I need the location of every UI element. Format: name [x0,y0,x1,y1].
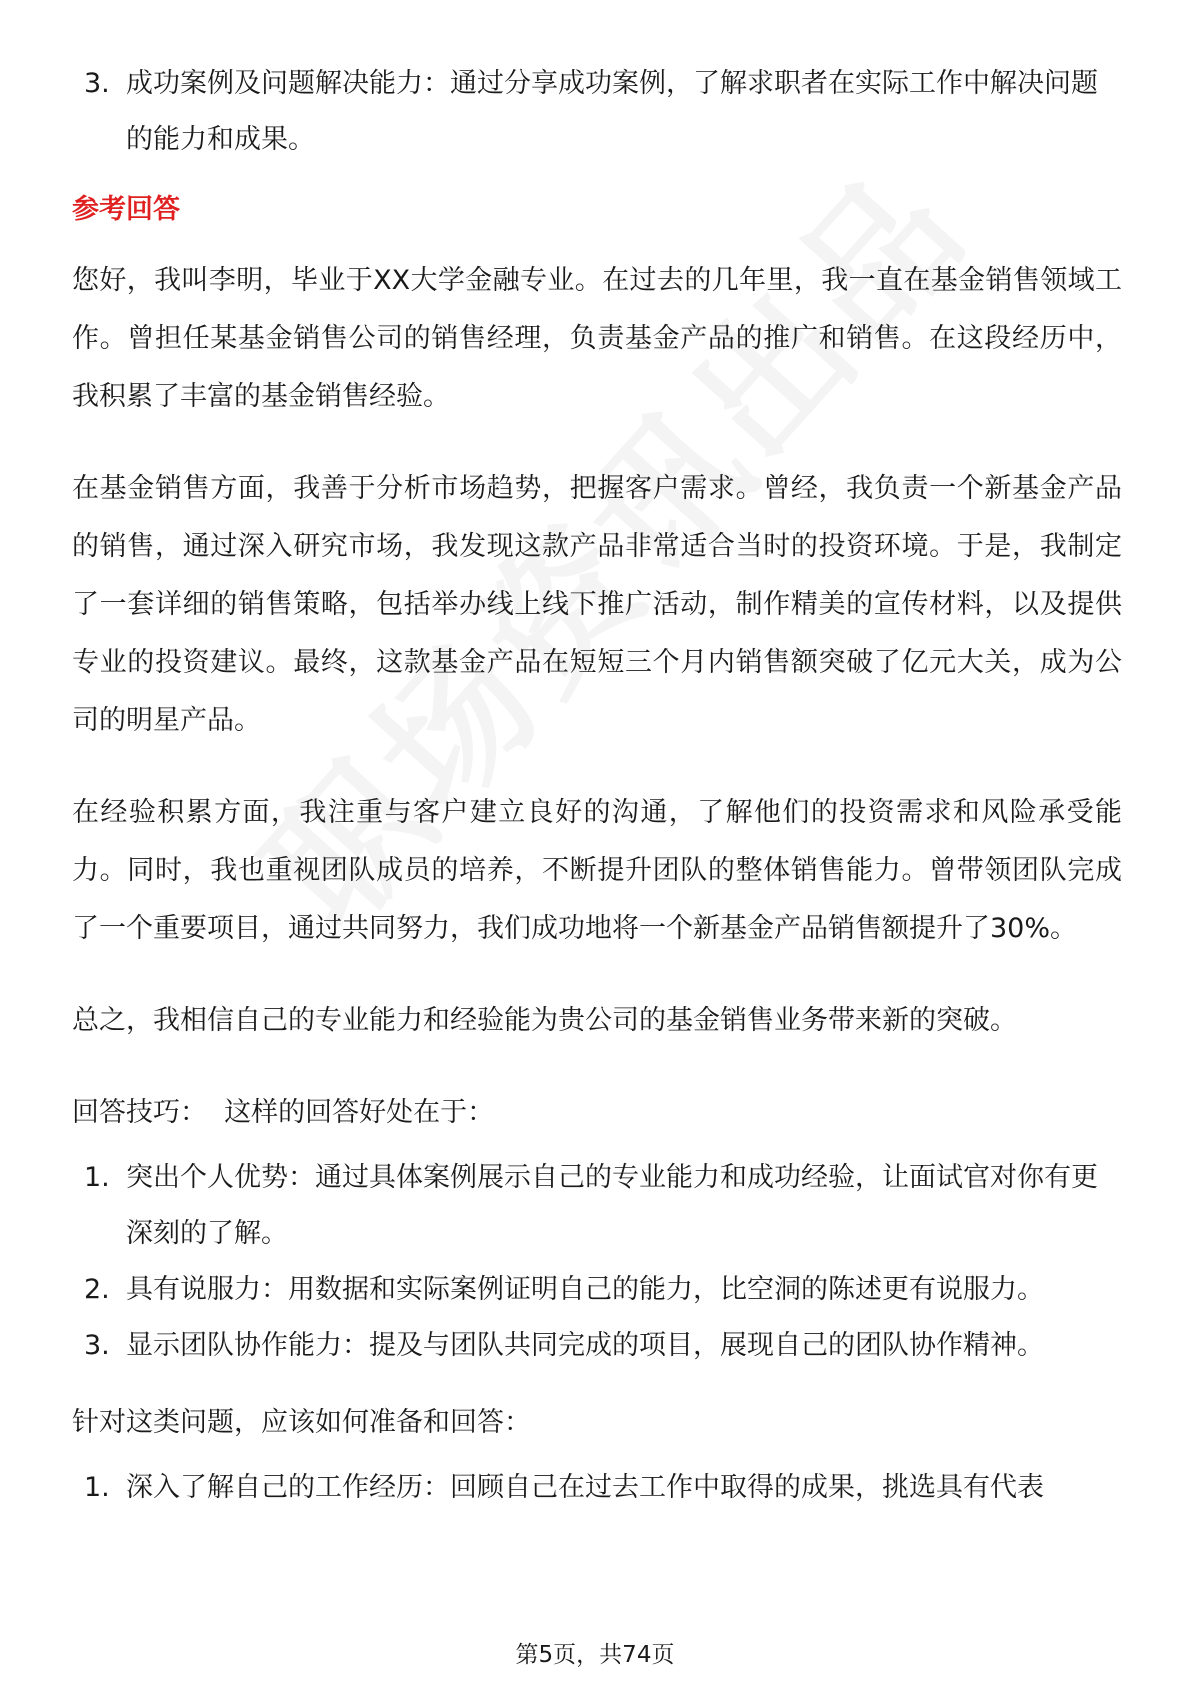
paragraph: 您好，我叫李明，毕业于XX大学金融专业。在过去的几年里，我一直在基金销售领域工作。曾担任某基金销售公司的销售经理，负责基金产品的推广和销售。在这段经历中，我积累了丰富的基金销售经验。 [72,265,1122,412]
paragraph: 在经验积累方面，我注重与客户建立良好的沟通，了解他们的投资需求和风险承受能力。同时，我也重视团队成员的培养，不断提升团队的整体销售能力。曾带领团队完成了一个重要项目，通过共同努力，我们成功地将一个新基金产品销售额提升了30%。 [72,797,1122,944]
list-item [72,1262,1122,1318]
page-content [72,56,1122,1516]
list-number: 2. [84,1274,110,1305]
list-number: 3. [84,1330,110,1361]
list-number: 3. [84,68,110,99]
list-number: 1. [84,1472,110,1503]
tips-intro: 回答技巧： 这样的回答好处在于： [72,1097,495,1128]
list-item [72,1150,1122,1262]
list-text: 具有说服力：用数据和实际案例证明自己的能力，比空洞的陈述更有说服力。 [126,1274,1044,1305]
list-number: 1. [84,1162,110,1193]
list-text: 突出个人优势：通过具体案例展示自己的专业能力和成功经验，让面试官对你有更深刻的了解。 [126,1162,1098,1249]
paragraph: 在基金销售方面，我善于分析市场趋势，把握客户需求。曾经，我负责一个新基金产品的销售，通过深入研究市场，我发现这款产品非常适合当时的投资环境。于是，我制定了一套详细的销售策略，包括举办线上线下推广活动，制作精美的宣传材料，以及提供专业的投资建议。最终，这款基金产品在短短三个月内销售额突破了亿元大关，成为公司的明星产品。 [72,473,1122,736]
list-item [72,1460,1122,1516]
list-text: 深入了解自己的工作经历：回顾自己在过去工作中取得的成果，挑选具有代表 [126,1472,1044,1503]
list-text: 成功案例及问题解决能力：通过分享成功案例，了解求职者在实际工作中解决问题的能力和成果。 [126,68,1098,155]
list-item [72,56,1122,168]
list-item [72,1318,1122,1374]
paragraph: 总之，我相信自己的专业能力和经验能为贵公司的基金销售业务带来新的突破。 [72,1005,1017,1036]
list-text: 显示团队协作能力：提及与团队共同完成的项目，展现自己的团队协作精神。 [126,1330,1044,1361]
prep-intro: 针对这类问题，应该如何准备和回答： [72,1407,531,1438]
page-footer: 第5页，共74页 [515,1642,675,1668]
answer-heading: 参考回答 [72,194,180,225]
